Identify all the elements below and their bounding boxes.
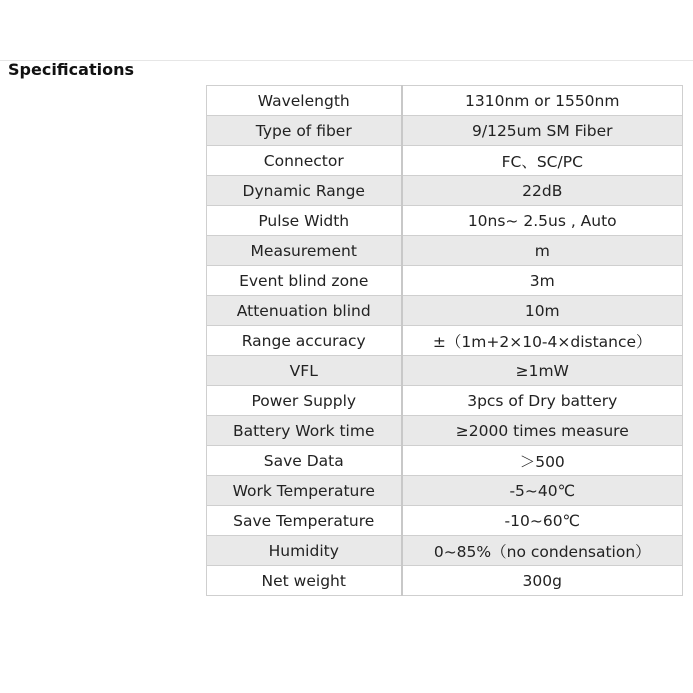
spec-value: FC、SC/PC: [402, 146, 683, 176]
spec-parameter: Connector: [207, 146, 402, 176]
spec-value: ±（1m+2×10-4×distance）: [402, 326, 683, 356]
spec-value: ≥2000 times measure: [402, 416, 683, 446]
table-row: [207, 86, 683, 116]
spec-value: 0~85%（no condensation）: [402, 536, 683, 566]
spec-value: ＞500: [402, 446, 683, 476]
spec-value: 22dB: [402, 176, 683, 206]
spec-value: m: [402, 236, 683, 266]
spec-parameter: Measurement: [207, 236, 402, 266]
spec-parameter: Net weight: [207, 566, 402, 596]
spec-parameter: Work Temperature: [207, 476, 402, 506]
table-row: [207, 266, 683, 296]
table-row: [207, 536, 683, 566]
specifications-table-body: [207, 86, 683, 596]
table-row: [207, 116, 683, 146]
table-row: [207, 356, 683, 386]
table-row: [207, 506, 683, 536]
spec-value: 10m: [402, 296, 683, 326]
table-row: [207, 416, 683, 446]
spec-parameter: Attenuation blind: [207, 296, 402, 326]
spec-parameter: Range accuracy: [207, 326, 402, 356]
spec-parameter: VFL: [207, 356, 402, 386]
spec-parameter: Pulse Width: [207, 206, 402, 236]
spec-parameter: Wavelength: [207, 86, 402, 116]
spec-parameter: Save Data: [207, 446, 402, 476]
spec-parameter: Humidity: [207, 536, 402, 566]
spec-parameter: Power Supply: [207, 386, 402, 416]
table-row: [207, 386, 683, 416]
table-row: [207, 446, 683, 476]
spec-parameter: Type of fiber: [207, 116, 402, 146]
spec-value: 3m: [402, 266, 683, 296]
spec-value: 9/125um SM Fiber: [402, 116, 683, 146]
table-row: [207, 146, 683, 176]
table-row: [207, 176, 683, 206]
table-row: [207, 236, 683, 266]
spec-value: -10~60℃: [402, 506, 683, 536]
section-heading: Specifications: [8, 60, 134, 79]
table-row: [207, 566, 683, 596]
table-row: [207, 296, 683, 326]
spec-value: -5~40℃: [402, 476, 683, 506]
spec-parameter: Battery Work time: [207, 416, 402, 446]
specifications-table: [206, 85, 683, 596]
spec-value: 300g: [402, 566, 683, 596]
spec-parameter: Event blind zone: [207, 266, 402, 296]
spec-value: 1310nm or 1550nm: [402, 86, 683, 116]
table-row: [207, 206, 683, 236]
table-row: [207, 476, 683, 506]
table-row: [207, 326, 683, 356]
spec-value: 3pcs of Dry battery: [402, 386, 683, 416]
spec-parameter: Dynamic Range: [207, 176, 402, 206]
spec-parameter: Save Temperature: [207, 506, 402, 536]
spec-value: 10ns~ 2.5us , Auto: [402, 206, 683, 236]
spec-value: ≥1mW: [402, 356, 683, 386]
